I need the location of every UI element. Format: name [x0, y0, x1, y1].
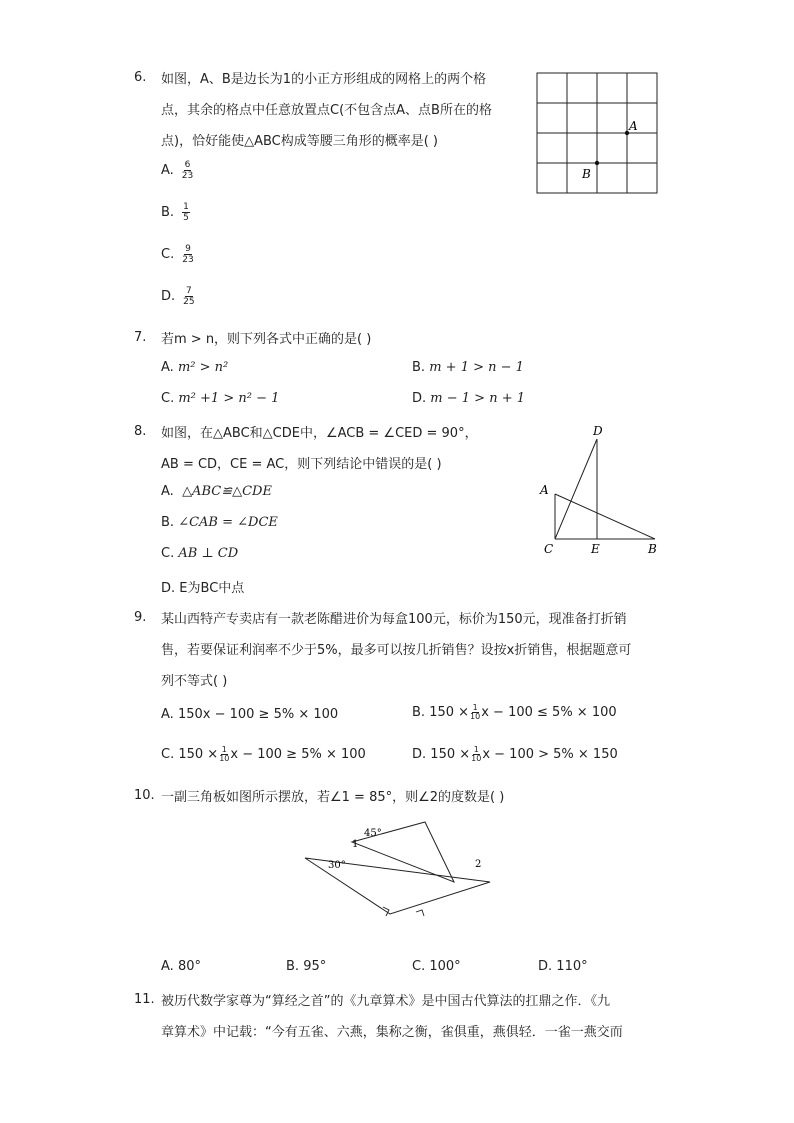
option-d[interactable]: D. $\frac{7}{25}$: [161, 286, 195, 307]
angle-30-label: 30°: [328, 860, 346, 871]
question-text-line: AB = CD，CE = AC，则下列结论中错误的是( ): [161, 457, 442, 472]
option-d[interactable]: D. 110°: [538, 959, 588, 974]
option-a[interactable]: A. 80°: [161, 959, 201, 974]
fraction: $\frac{7}{25}$: [183, 286, 195, 307]
set-squares-figure: [300, 812, 500, 922]
question-text-line: 章算术》中记载：“今有五雀、六燕，集称之衡，雀俱重，燕俱轻．一雀一燕交而: [161, 1025, 623, 1040]
option-b[interactable]: B. 150 × $\frac{1}{10}$ x − 100 ≤ 5% × 100: [412, 703, 617, 721]
question-stem: 若m > n，则下列各式中正确的是( ): [161, 332, 372, 347]
question-text-line: 被历代数学家尊为“算经之首”的《九章算术》是中国古代算法的扛鼎之作．《九: [161, 994, 610, 1009]
option-a[interactable]: A. 150x − 100 ≥ 5% × 100: [161, 707, 339, 722]
grid-figure: [530, 66, 670, 201]
option-c[interactable]: C. $\frac{9}{23}$: [161, 244, 194, 265]
option-d[interactable]: D. 150 × $\frac{1}{10}$ x − 100 > 5% × 150: [412, 745, 618, 763]
label-b: B: [648, 542, 657, 556]
fraction: $\frac{1}{5}$: [183, 202, 189, 223]
question-number: 7.: [134, 330, 147, 345]
label-b: B: [582, 167, 591, 181]
question-text-line: 点，其余的格点中任意放置点C(不包含点A、点B所在的格: [161, 103, 492, 118]
angle-45-label: 45°: [364, 828, 382, 839]
option-b[interactable]: B. $\frac{1}{5}$: [161, 202, 189, 223]
question-number: 8.: [134, 424, 147, 439]
option-b[interactable]: B. m + 1 > n − 1: [412, 360, 524, 375]
fraction: $\frac{6}{23}$: [181, 160, 194, 181]
option-a[interactable]: A. $\frac{6}{23}$: [161, 160, 194, 181]
point-b: [595, 161, 599, 165]
question-number: 9.: [134, 610, 147, 625]
question-number: 11.: [134, 992, 155, 1007]
question-text-line: 如图，在△ABC和△CDE中，∠ACB = ∠CED = 90°，: [161, 426, 478, 441]
fraction: $\frac{1}{10}$: [219, 745, 230, 763]
angle-2-label: 2: [475, 859, 482, 870]
question-text-line: 列不等式( ): [161, 674, 228, 689]
question-text-line: 点)，恰好能使△ABC构成等腰三角形的概率是( ): [161, 134, 439, 149]
option-d[interactable]: D. m − 1 > n + 1: [412, 391, 526, 406]
question-text-line: 如图，A、B是边长为1的小正方形组成的网格上的两个格: [161, 72, 487, 87]
question-text-line: 售，若要保证利润率不少于5%，最多可以按几折销售？设按x折销售，根据题意可: [161, 643, 632, 658]
fraction: $\frac{1}{10}$: [471, 745, 482, 763]
question-text-line: 某山西特产专卖店有一款老陈醋进价为每盒100元，标价为150元，现准备打折销: [161, 612, 627, 627]
option-a[interactable]: A. △ABC≌△CDE: [161, 484, 272, 499]
angle-1-label: 1: [352, 839, 359, 850]
label-c: C: [544, 542, 554, 556]
option-a[interactable]: A. m² > n²: [161, 360, 229, 375]
option-c[interactable]: C. AB ⊥ CD: [161, 546, 239, 561]
label-a: A: [540, 483, 549, 497]
question-number: 10.: [134, 788, 155, 803]
label-a: A: [629, 119, 638, 133]
label-e: E: [591, 542, 600, 556]
label-d: D: [593, 424, 603, 438]
option-c[interactable]: C. 150 × $\frac{1}{10}$ x − 100 ≥ 5% × 100: [161, 745, 366, 763]
option-c[interactable]: C. m² +1 > n² − 1: [161, 391, 280, 406]
option-c[interactable]: C. 100°: [412, 959, 461, 974]
option-b[interactable]: B. ∠CAB = ∠DCE: [161, 515, 278, 530]
option-d[interactable]: D. E为BC中点: [161, 581, 245, 596]
question-stem: 一副三角板如图所示摆放，若∠1 = 85°，则∠2的度数是( ): [161, 790, 505, 805]
fraction: $\frac{9}{23}$: [182, 244, 194, 265]
fraction: $\frac{1}{10}$: [470, 703, 481, 721]
question-number: 6.: [134, 70, 147, 85]
triangle-figure: [530, 420, 670, 560]
option-b[interactable]: B. 95°: [286, 959, 327, 974]
